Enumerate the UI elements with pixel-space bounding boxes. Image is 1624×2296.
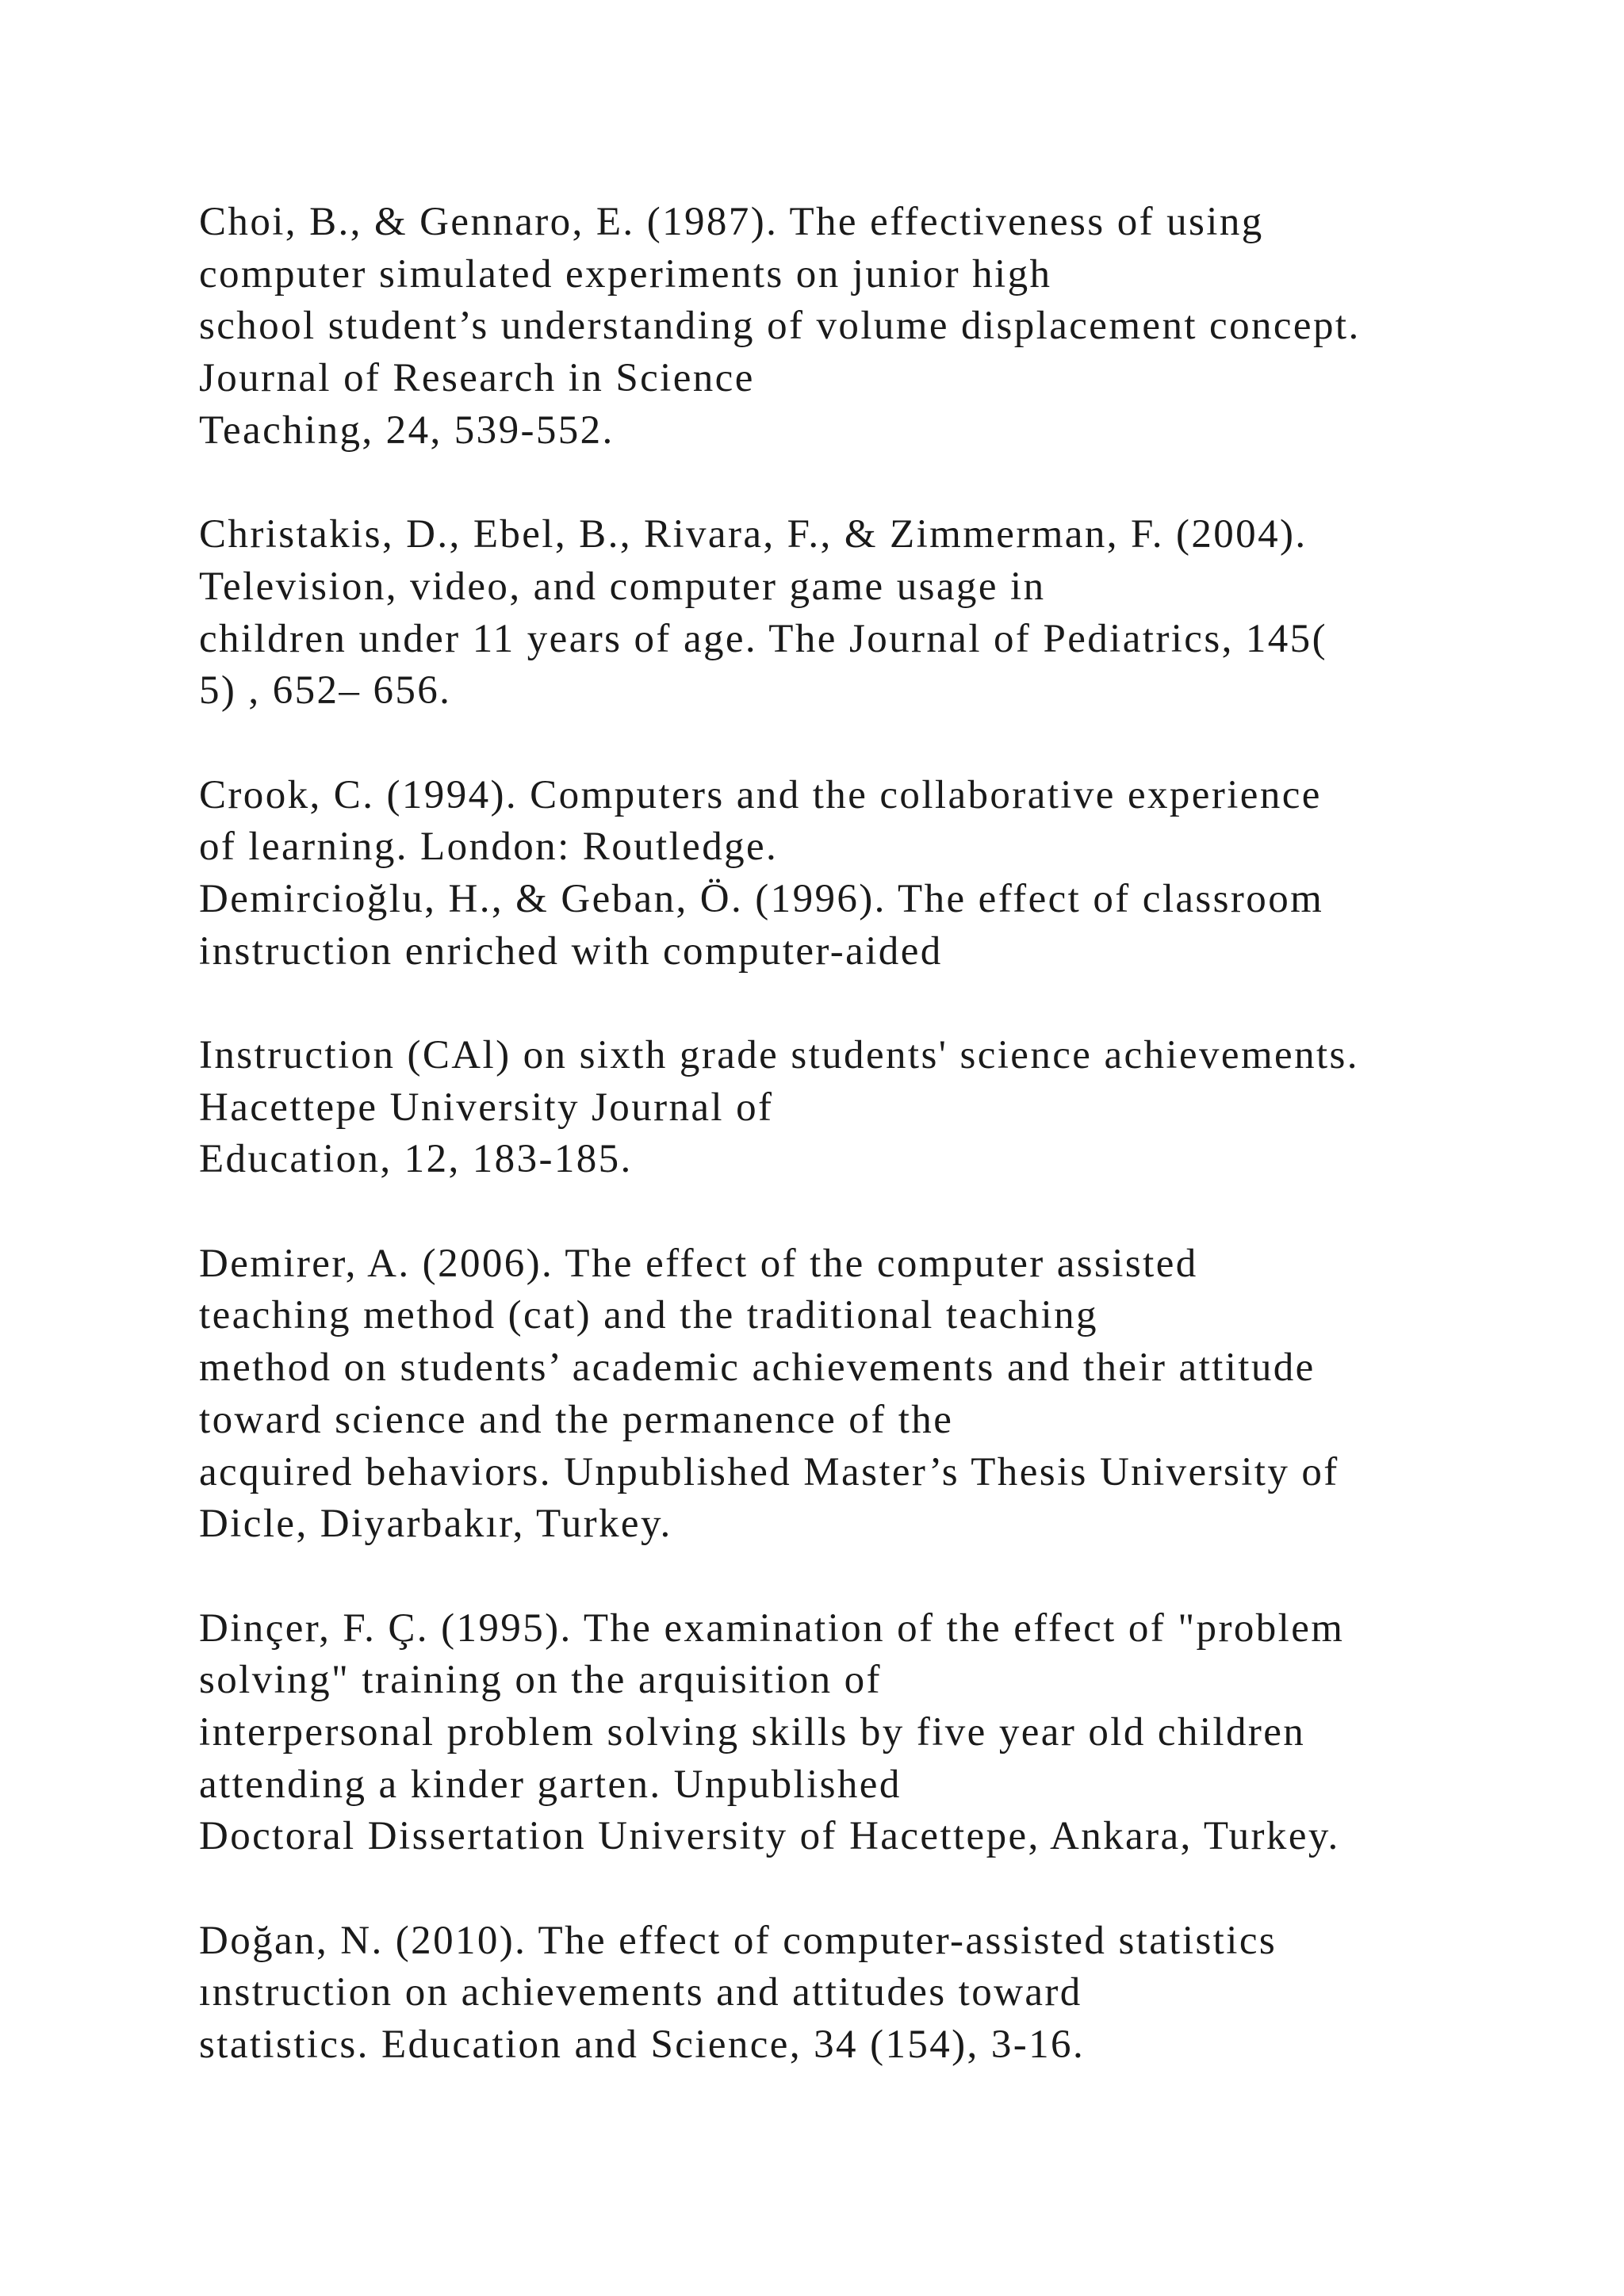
reference-demircioglu-continued bbox=[199, 1030, 1547, 1186]
reference-line: ınstruction on achievements and attitudes toward bbox=[199, 1970, 1082, 2015]
reference-line: computer simulated experiments on junior high bbox=[199, 251, 1052, 297]
reference-christakis-2004 bbox=[199, 509, 1547, 718]
reference-line: Hacettepe University Journal of bbox=[199, 1085, 774, 1130]
paragraph-gap bbox=[199, 978, 1547, 1030]
paragraph-gap bbox=[199, 1186, 1547, 1238]
reference-line: interpersonal problem solving skills by five year old children bbox=[199, 1709, 1306, 1755]
reference-line: Demircioğlu, H., & Geban, Ö. (1996). The effect of classroom bbox=[199, 876, 1324, 921]
reference-line: Crook, C. (1994). Computers and the collaborative experience bbox=[199, 772, 1322, 817]
reference-choi-1987 bbox=[199, 197, 1547, 457]
reference-line: instruction enriched with computer-aided bbox=[199, 928, 943, 974]
reference-line: attending a kinder garten. Unpublished bbox=[199, 1762, 902, 1807]
reference-line: Doctoral Dissertation University of Hacettepe, Ankara, Turkey. bbox=[199, 1814, 1340, 1859]
reference-dincer-1995 bbox=[199, 1603, 1547, 1863]
paragraph-gap bbox=[199, 1863, 1547, 1915]
reference-line: school student’s understanding of volume displacement concept. bbox=[199, 304, 1361, 349]
reference-line: Dicle, Diyarbakır, Turkey. bbox=[199, 1502, 672, 1547]
reference-line: 5) , 652– 656. bbox=[199, 668, 452, 714]
reference-crook-1994 bbox=[199, 770, 1547, 978]
reference-line: statistics. Education and Science, 34 (154), 3-16. bbox=[199, 2022, 1086, 2068]
reference-dogan-2010 bbox=[199, 1915, 1547, 2072]
reference-line: acquired behaviors. Unpublished Master’s Thesis University of bbox=[199, 1449, 1339, 1494]
reference-line: Television, video, and computer game usage in bbox=[199, 564, 1046, 609]
paragraph-gap bbox=[199, 1551, 1547, 1603]
reference-list bbox=[199, 197, 1547, 2072]
reference-line: Instruction (CAl) on sixth grade students' science achievements. bbox=[199, 1033, 1359, 1077]
reference-line: Choi, B., & Gennaro, E. (1987). The effectiveness of using bbox=[199, 200, 1264, 244]
reference-line: of learning. London: Routledge. bbox=[199, 825, 779, 870]
reference-line: Dinçer, F. Ç. (1995). The examination of the effect of "problem bbox=[199, 1605, 1345, 1651]
paragraph-gap bbox=[199, 457, 1547, 509]
reference-line: method on students’ academic achievements and their attitude bbox=[199, 1345, 1316, 1391]
reference-line: Christakis, D., Ebel, B., Rivara, F., & Zimmerman, F. (2004). bbox=[199, 512, 1308, 557]
reference-line: children under 11 years of age. The Journal of Pediatrics, 145( bbox=[199, 616, 1327, 661]
reference-line: toward science and the permanence of the bbox=[199, 1397, 954, 1442]
reference-line: Education, 12, 183-185. bbox=[199, 1137, 633, 1182]
reference-line: teaching method (cat) and the traditional teaching bbox=[199, 1293, 1098, 1338]
reference-line: Doğan, N. (2010). The effect of computer-assisted statistics bbox=[199, 1918, 1277, 1963]
paragraph-gap bbox=[199, 718, 1547, 770]
reference-line: Journal of Research in Science bbox=[199, 356, 755, 401]
reference-line: Demirer, A. (2006). The effect of the computer assisted bbox=[199, 1241, 1198, 1286]
reference-demirer-2006 bbox=[199, 1238, 1547, 1551]
reference-line: Teaching, 24, 539-552. bbox=[199, 408, 615, 453]
reference-line: solving" training on the arquisition of bbox=[199, 1658, 882, 1703]
